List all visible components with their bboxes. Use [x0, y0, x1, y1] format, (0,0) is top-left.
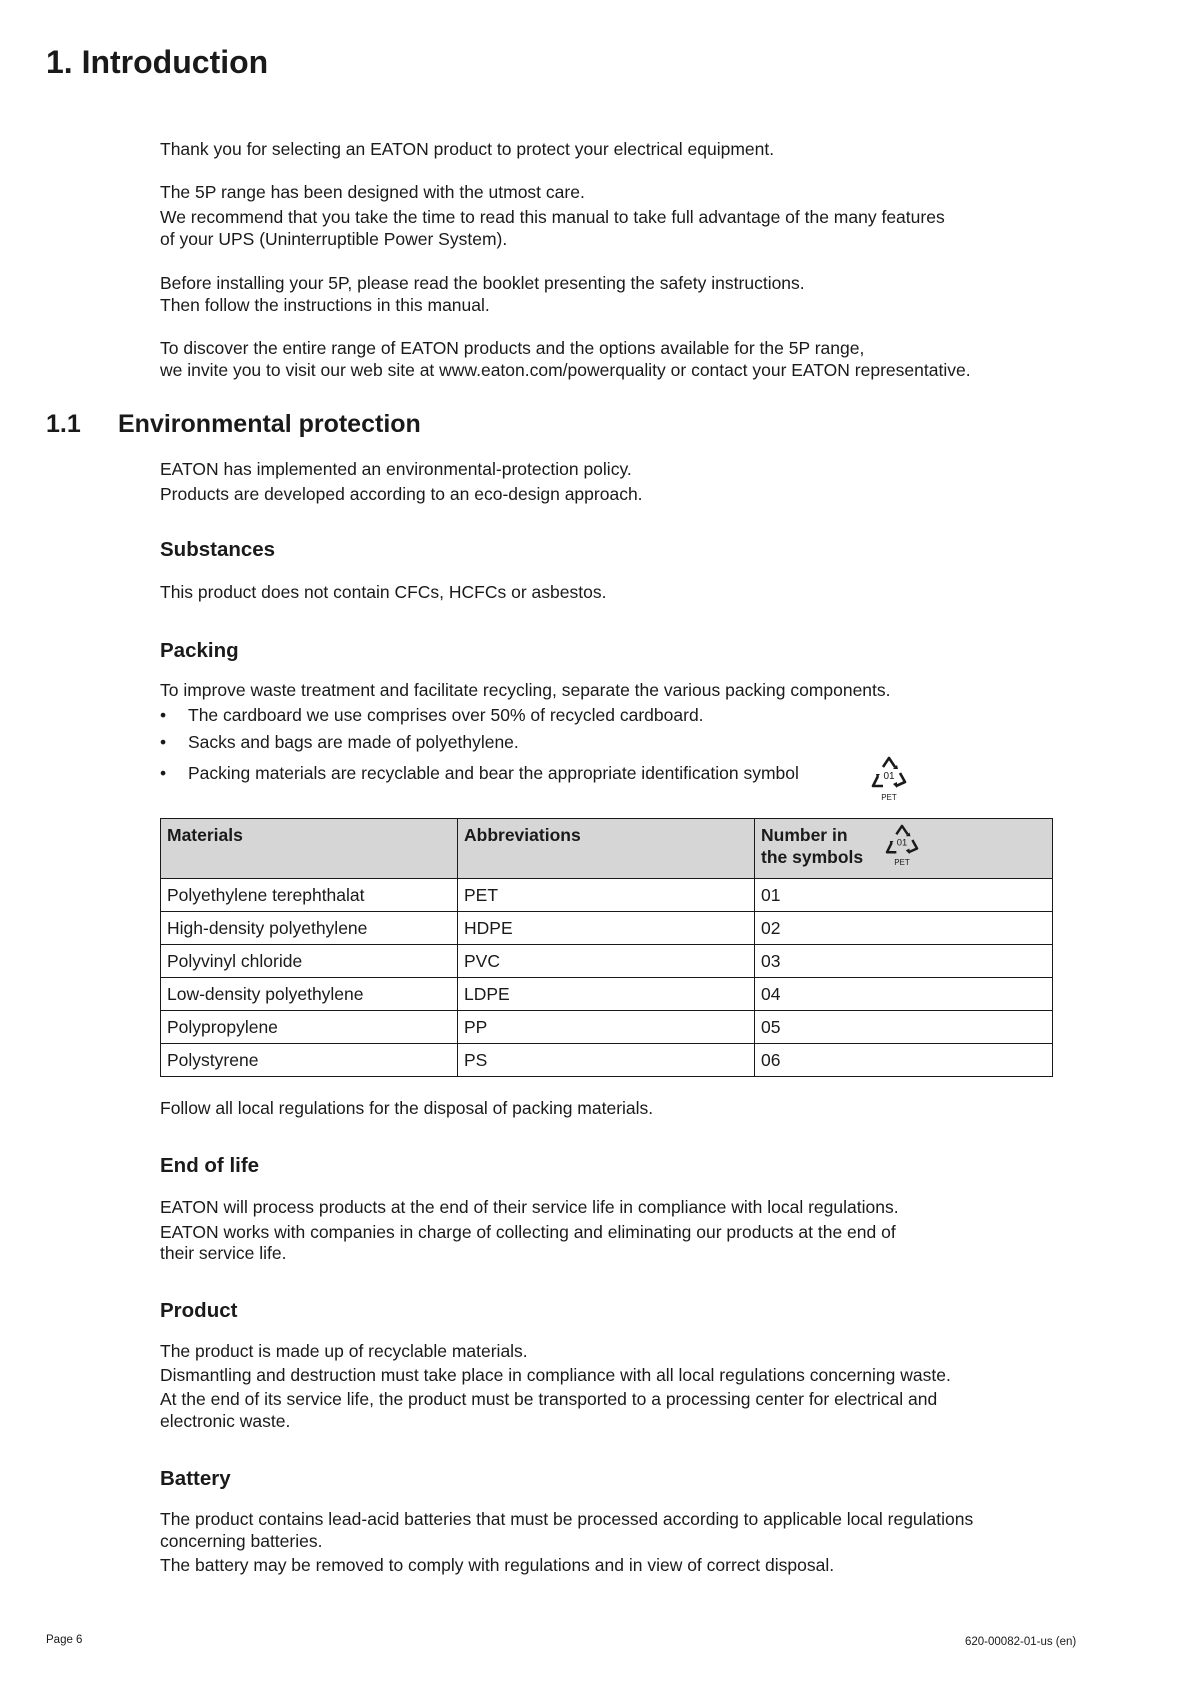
intro-paragraph-2-line-1: The 5P range has been designed with the utmost care.: [160, 182, 585, 202]
cell-number: 04: [755, 978, 1053, 1011]
bullet-marker: •: [160, 732, 167, 752]
cell-material: High-density polyethylene: [161, 912, 458, 945]
header-abbreviations: Abbreviations: [458, 819, 755, 879]
battery-line-3: The battery may be removed to comply with regulations and in view of correct disposal.: [160, 1555, 835, 1575]
end-of-life-line-1: EATON will process products at the end of their service life in compliance with local regulations.: [160, 1197, 899, 1217]
header-materials: Materials: [161, 819, 458, 879]
cell-abbreviation: HDPE: [458, 912, 755, 945]
header-number-line-2: the symbols: [761, 847, 864, 867]
product-line-3: At the end of its service life, the product must be transported to a processing center for electrical and: [160, 1389, 938, 1409]
cell-number: 06: [755, 1044, 1053, 1077]
cell-material: Polypropylene: [161, 1011, 458, 1044]
product-line-4: electronic waste.: [160, 1411, 291, 1431]
footer-page-number: Page 6: [46, 1634, 83, 1646]
table-row: [161, 978, 1053, 1011]
intro-paragraph-4-line-2: we invite you to visit our web site at www.eaton.com/powerquality or contact your EATON representative.: [160, 360, 971, 380]
table-header-row: [161, 819, 1053, 879]
packing-disposal-note: Follow all local regulations for the disposal of packing materials.: [160, 1098, 654, 1118]
footer-document-number: 620-00082-01-us (en): [965, 1636, 1077, 1648]
table-row: [161, 1011, 1053, 1044]
product-line-2: Dismantling and destruction must take place in compliance with all local regulations concerning waste.: [160, 1365, 951, 1385]
cell-number: 01: [755, 879, 1053, 912]
cell-number: 05: [755, 1011, 1053, 1044]
table-row: [161, 945, 1053, 978]
intro-paragraph-2-line-2: We recommend that you take the time to read this manual to take full advantage of the many features: [160, 207, 945, 227]
recycle-pet-icon: [883, 824, 921, 867]
bullet-marker: •: [160, 763, 167, 783]
cell-material: Polyvinyl chloride: [161, 945, 458, 978]
packing-heading: Packing: [160, 639, 239, 662]
intro-paragraph-3-line-1: Before installing your 5P, please read the booklet presenting the safety instructions.: [160, 273, 805, 293]
battery-line-1: The product contains lead-acid batteries that must be processed according to applicable local regulations: [160, 1509, 974, 1529]
end-of-life-line-2: EATON works with companies in charge of collecting and eliminating our products at the end of: [160, 1222, 896, 1242]
substances-text: This product does not contain CFCs, HCFCs or asbestos.: [160, 582, 607, 602]
recycle-symbol-label: PET: [881, 793, 897, 802]
packing-bullet-1: The cardboard we use comprises over 50% of recycled cardboard.: [188, 705, 704, 725]
table-row: [161, 912, 1053, 945]
product-heading: Product: [160, 1299, 238, 1322]
section-number: 1.1: [46, 410, 81, 438]
cell-abbreviation: PET: [458, 879, 755, 912]
intro-paragraph-3-line-2: Then follow the instructions in this manual.: [160, 295, 490, 315]
recycle-symbol-number: 01: [883, 771, 895, 782]
cell-abbreviation: PS: [458, 1044, 755, 1077]
section-line-1: EATON has implemented an environmental-protection policy.: [160, 459, 632, 479]
recycle-symbol-label: PET: [894, 858, 910, 867]
cell-number: 03: [755, 945, 1053, 978]
product-line-1: The product is made up of recyclable materials.: [160, 1341, 528, 1361]
packing-bullet-3: Packing materials are recyclable and bear the appropriate identification symbol: [188, 763, 799, 783]
cell-material: Low-density polyethylene: [161, 978, 458, 1011]
intro-paragraph-1: Thank you for selecting an EATON product to protect your electrical equipment.: [160, 139, 775, 159]
recycle-symbol-number: 01: [896, 836, 908, 848]
cell-material: Polyethylene terephthalat: [161, 879, 458, 912]
cell-abbreviation: PVC: [458, 945, 755, 978]
table-row: [161, 1044, 1053, 1077]
intro-paragraph-2-line-3: of your UPS (Uninterruptible Power System).: [160, 229, 508, 249]
substances-heading: Substances: [160, 538, 276, 561]
section-line-2: Products are developed according to an eco-design approach.: [160, 484, 643, 504]
cell-abbreviation: PP: [458, 1011, 755, 1044]
packing-intro: To improve waste treatment and facilitate recycling, separate the various packing components.: [160, 680, 891, 700]
end-of-life-heading: End of life: [160, 1154, 260, 1177]
page-title: 1. Introduction: [46, 44, 269, 80]
battery-heading: Battery: [160, 1467, 231, 1490]
intro-paragraph-4-line-1: To discover the entire range of EATON products and the options available for the 5P range,: [160, 338, 865, 358]
header-number-line-1: Number in: [761, 825, 848, 845]
materials-table: [160, 818, 1053, 1077]
header-number-cell: [755, 819, 1053, 879]
cell-abbreviation: LDPE: [458, 978, 755, 1011]
cell-number: 02: [755, 912, 1053, 945]
end-of-life-line-3: their service life.: [160, 1243, 287, 1263]
packing-bullet-2: Sacks and bags are made of polyethylene.: [188, 732, 519, 752]
table-row: [161, 879, 1053, 912]
bullet-marker: •: [160, 705, 167, 725]
battery-line-2: concerning batteries.: [160, 1531, 323, 1551]
section-title: Environmental protection: [118, 410, 421, 438]
cell-material: Polystyrene: [161, 1044, 458, 1077]
recycle-pet-icon: [869, 756, 909, 804]
